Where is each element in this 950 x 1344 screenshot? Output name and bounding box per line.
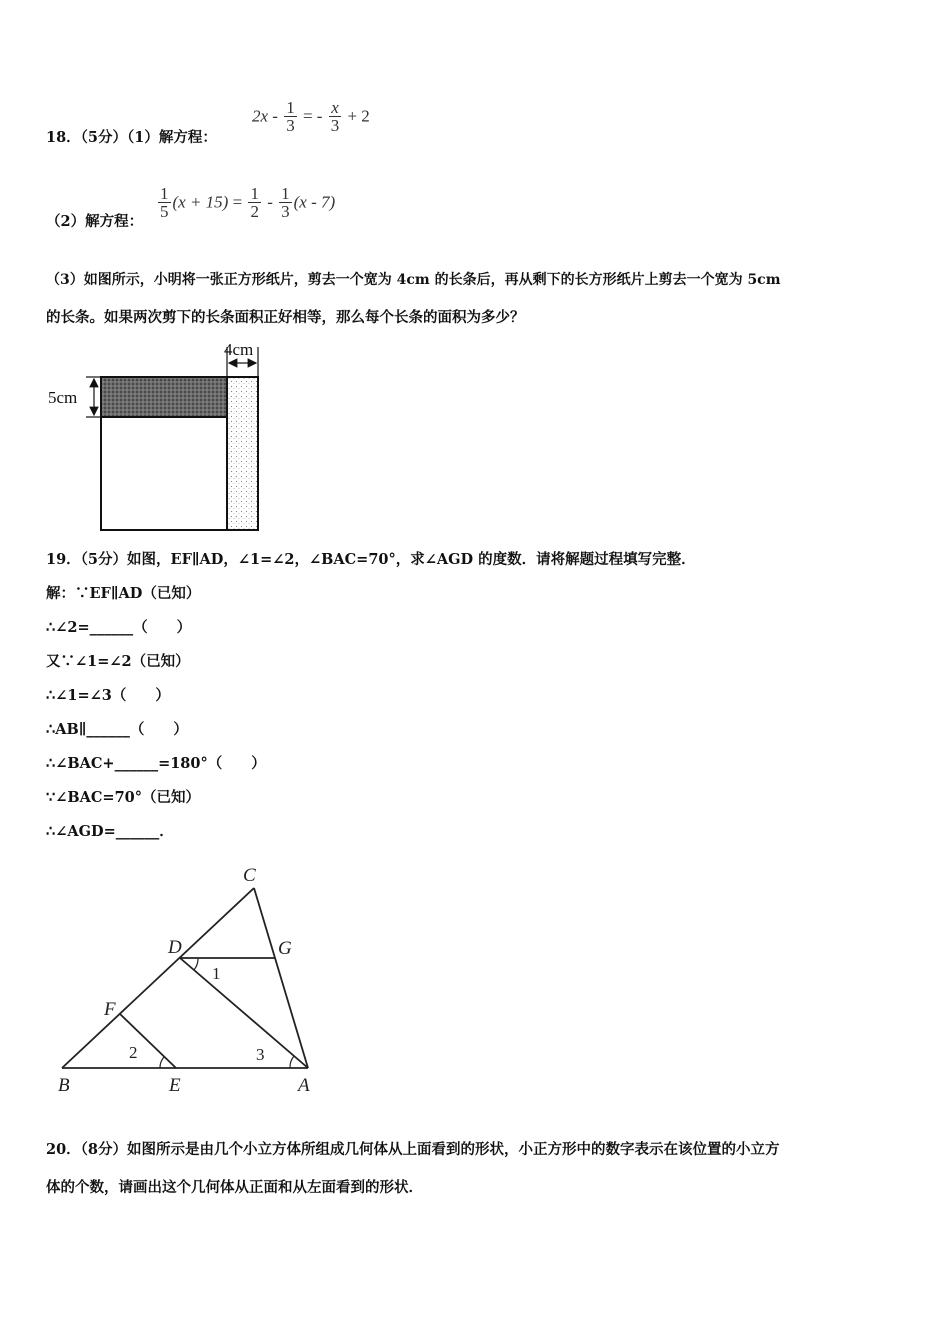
segment-CA [254, 888, 308, 1068]
q19-step: ∴∠1=∠3（ ） [46, 687, 170, 704]
point-C-label: C [243, 865, 256, 886]
point-E-label: E [169, 1075, 181, 1096]
eq2-minus: - [262, 192, 278, 212]
q19-step: ∴∠AGD=______． [46, 823, 174, 840]
angle-1-label: 1 [212, 964, 221, 983]
equation-1 [252, 100, 370, 135]
eq1-tail: + 2 [343, 106, 370, 126]
point-B-label: B [58, 1075, 70, 1096]
eq2-frac-2 [248, 186, 261, 221]
angle-3-label: 3 [256, 1045, 265, 1064]
q20-line1: 20．（8分）如图所示是由几个小立方体所组成几何体从上面看到的形状，小正方形中的数字表示在该位置的小立方 [46, 1141, 780, 1158]
point-F-label: F [104, 999, 116, 1020]
q19-step: ∴∠BAC+______=180°（ ） [46, 755, 266, 772]
square-strips-figure [40, 335, 280, 540]
eq2-equals: = [228, 192, 247, 212]
eq1-equals: = - [298, 106, 327, 126]
point-G-label: G [278, 938, 292, 959]
eq1-f1-num: 1 [286, 98, 295, 117]
q18-part3-line1: （3）如图所示，小明将一张正方形纸片，剪去一个宽为 4cm 的长条后，再从剩下的长方形纸片上剪去一个宽为 5cm [46, 272, 781, 288]
eq2-frac-1 [158, 186, 171, 221]
segment-BC [62, 888, 254, 1068]
eq2-f1-den: 5 [160, 202, 169, 221]
eq1-f1-den: 3 [286, 116, 295, 135]
eq1-f2-den: 3 [330, 116, 340, 135]
q19-step: 又∵∠1=∠2（已知） [46, 653, 190, 670]
eq2-paren-1: (x + 15) [172, 192, 229, 212]
top-strip-shaded [101, 377, 227, 417]
eq1-f2-num: x [331, 98, 339, 117]
triangle-figure [40, 855, 340, 1100]
eq2-f3-num: 1 [281, 184, 290, 203]
angle-1-arc [194, 958, 198, 970]
angle-2-arc [160, 1057, 164, 1068]
eq2-f1-num: 1 [160, 184, 169, 203]
label-5cm: 5cm [48, 388, 78, 407]
q19-step: ∵∠BAC=70°（已知） [46, 789, 200, 806]
point-D-label: D [168, 937, 182, 958]
eq1-frac-2 [329, 100, 342, 135]
point-A-label: A [298, 1075, 310, 1096]
angle-2-label: 2 [129, 1043, 138, 1062]
q19-step: ∴AB∥______（ ） [46, 721, 188, 738]
eq1-minus: - [268, 106, 283, 126]
right-strip-shaded [227, 377, 258, 530]
segment-DA [180, 958, 308, 1068]
q18-part2-label: （2）解方程： [46, 213, 144, 230]
eq2-f3-den: 3 [281, 202, 290, 221]
q18-part3-line2: 的长条。如果两次剪下的长条面积正好相等，那么每个长条的面积为多少？ [46, 309, 525, 326]
q19-title: 19．（5分）如图，EF∥AD，∠1=∠2，∠BAC=70°，求∠AGD 的度数．请将解题过程填写完整． [46, 551, 696, 568]
q20-line2: 体的个数，请画出这个几何体从正面和从左面看到的形状． [46, 1179, 423, 1196]
eq2-f2-num: 1 [250, 184, 259, 203]
equation-2 [156, 186, 335, 221]
q19-step: ∴∠2=______（ ） [46, 619, 192, 636]
eq2-f2-den: 2 [250, 202, 259, 221]
q19-step: 解：∵EF∥AD（已知） [46, 585, 201, 602]
eq2-paren-2: (x - 7) [293, 192, 336, 212]
eq1-lhs: 2x [252, 106, 269, 126]
angle-3-arc [290, 1056, 294, 1068]
eq1-frac-1 [284, 100, 297, 135]
eq2-frac-3 [279, 186, 292, 221]
label-4cm: 4cm [224, 340, 254, 359]
q18-prefix: 18．（5分）（1）解方程： [46, 129, 217, 146]
